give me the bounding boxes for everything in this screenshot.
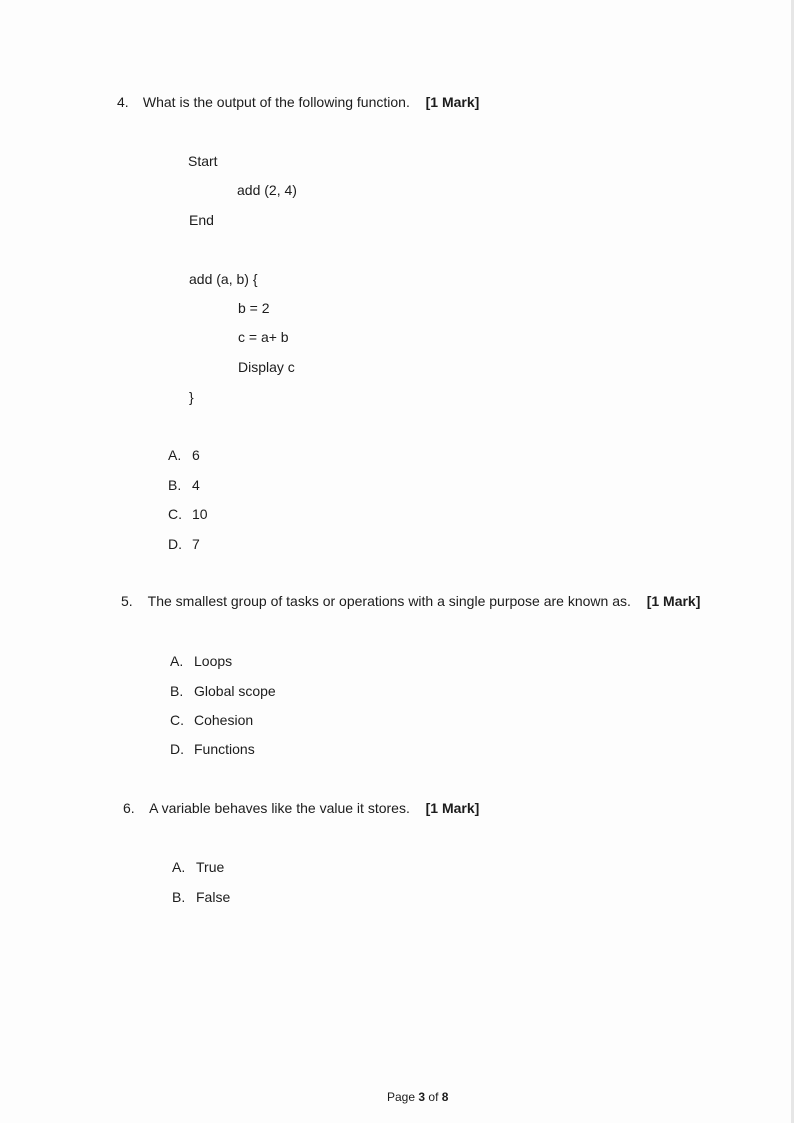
question-6-heading [123,800,479,816]
option-b[interactable] [170,683,276,699]
code-line-1: b = 2 [238,300,270,316]
mark-label: [1 Mark] [425,94,480,110]
option-text: 6 [192,447,200,463]
option-letter: D. [170,741,184,757]
option-b[interactable] [168,477,200,493]
option-text: 10 [192,506,208,522]
option-a[interactable] [170,653,232,669]
code-end: End [189,212,214,228]
option-text: 7 [192,536,200,552]
option-text: Loops [194,653,233,669]
option-b[interactable] [172,889,230,905]
option-text: True [196,859,225,875]
code-line-2: c = a+ b [238,329,289,345]
code-line-3: Display c [238,359,295,375]
question-number: 4. [117,94,129,110]
option-letter: A. [172,859,186,875]
question-number: 6. [123,800,135,816]
of-word: of [428,1090,439,1104]
question-text: What is the output of the following function. [142,94,410,110]
option-letter: A. [170,653,184,669]
option-letter: B. [172,889,186,905]
option-d[interactable] [168,536,200,552]
code-start: Start [188,153,218,169]
mark-label: [1 Mark] [425,800,480,816]
code-call: add (2, 4) [237,182,297,198]
code-close: } [189,389,194,405]
option-letter: D. [168,536,182,552]
option-letter: A. [168,447,182,463]
option-letter: B. [170,683,184,699]
option-text: Global scope [194,683,276,699]
option-a[interactable] [168,447,200,463]
question-4-heading [117,94,479,110]
option-a[interactable] [172,859,224,875]
page-footer [387,1090,448,1104]
page-total: 8 [441,1090,449,1104]
option-text: False [196,889,231,905]
option-c[interactable] [170,712,253,728]
page-current: 3 [418,1090,426,1104]
question-text: A variable behaves like the value it stores. [149,800,410,816]
mark-label: [1 Mark] [646,593,701,609]
option-letter: C. [168,506,182,522]
question-number: 5. [121,593,133,609]
option-text: Functions [194,741,255,757]
option-letter: B. [168,477,182,493]
question-5-heading [121,593,700,609]
option-text: 4 [192,477,200,493]
option-d[interactable] [170,741,255,757]
page-word: Page [387,1090,416,1104]
code-func-header: add (a, b) { [189,271,258,287]
question-text: The smallest group of tasks or operations with a single purpose are known as. [147,593,631,609]
option-letter: C. [170,712,184,728]
option-c[interactable] [168,506,208,522]
option-text: Cohesion [194,712,254,728]
